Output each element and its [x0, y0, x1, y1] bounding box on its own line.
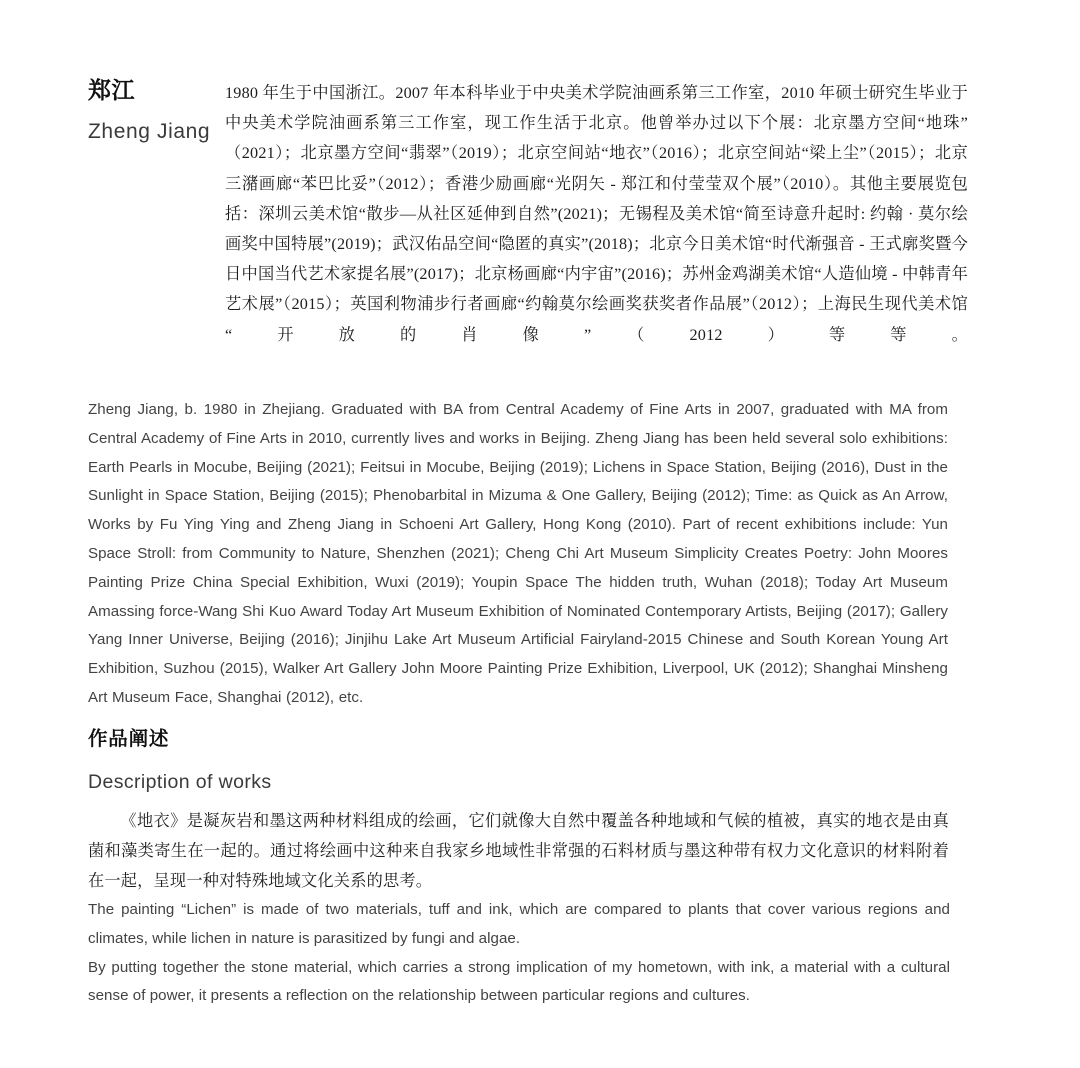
artist-bio-english-block [88, 396, 948, 713]
description-english-paragraph-1: The painting “Lichen” is made of two materials, tuff and ink, which are compared to plants that cover various regions and climates, while lichen in nature is parasitized by fungi and algae. [88, 901, 950, 947]
section-heading-english: Description of works [88, 771, 272, 794]
section-heading-chinese: 作品阐述 [88, 729, 170, 750]
artist-header [0, 78, 1080, 350]
artist-name-pinyin: Zheng Jiang [88, 120, 211, 144]
description-english-paragraph-2: By putting together the stone material, which carries a strong implication of my hometown, with ink, a material with a cultural sense of power, it presents a reflection on the relationship between particular regions and cultures. [88, 958, 950, 1005]
description-chinese-text: 《地衣》是凝灰岩和墨这两种材料组成的绘画，它们就像大自然中覆盖各种地域和气候的植被，真实的地衣是由真菌和藻类寄生在一起的。通过将绘画中这种来自我家乡地域性非常强的石料材质与墨这种带有权力文化意识的材料附着在一起，呈现一种对特殊地域文化关系的思考。 [88, 812, 949, 891]
description-section-heading [88, 728, 948, 795]
description-english-block [88, 896, 950, 1011]
artist-name-column [0, 78, 225, 145]
artist-name-chinese: 郑江 [88, 78, 135, 103]
description-chinese-block [88, 806, 949, 897]
artist-bio-chinese-column [225, 78, 1080, 350]
artist-bio-english: Zheng Jiang, b. 1980 in Zhejiang. Graduated with BA from Central Academy of Fine Arts in 2007, graduated with MA from Central Academy of Fine Arts in 2010, currently lives and works in Beijing. Zheng Jiang has been held several solo exhibitions: Earth Pearls in Mocube, Beijing (2021); Feitsui in Mocube, Beijing (2019); Lichens in Space Station, Beijing (2016), Dust in the Sunlight in Space Station, Beijing (2015); Phenobarbital in Mizuma & One Gallery, Beijing (2012); Time: as Quick as An Arrow, Works by Fu Ying Ying and Zheng Jiang in Schoeni Art Gallery, Hong Kong (2010). Part of recent exhibitions include: Yun Space Stroll: from Community to Nature, Shenzhen (2021); Cheng Chi Art Museum Simplicity Creates Poetry: John Moores Painting Prize China Special Exhibition, Wuxi (2019); Youpin Space The hidden truth, Wuhan (2018); Today Art Museum Amassing force-Wang Shi Kuo Award Today Art Museum Exhibition of Nominated Contemporary Artists, Beijing (2017); Gallery Yang Inner Universe, Beijing (2016); Jinjihu Lake Art Museum Artificial Fairyland-2015 Chinese and South Korean Young Art Exhibition, Suzhou (2015), Walker Art Gallery John Moore Painting Prize Exhibition, Liverpool, UK (2012); Shanghai Minsheng Art Museum Face, Shanghai (2012), etc. [88, 401, 948, 706]
artist-bio-chinese: 1980 年生于中国浙江。2007 年本科毕业于中央美术学院油画系第三工作室，2010 年硕士研究生毕业于中央美术学院油画系第三工作室，现工作生活于北京。他曾举办过以下个展：北京墨方空间“地珠”（2021）；北京墨方空间“翡翠”（2019）；北京空间站“地衣”（2016）；北京空间站“梁上尘”（2015）；北京三潴画廊“苯巴比妥”（2012）；香港少励画廊“光阴矢 - 郑江和付莹莹双个展”（2010）。其他主要展览包括：深圳云美术馆“散步—从社区延伸到自然”(2021)；无锡程及美术馆“简至诗意升起时: 约翰 · 莫尔绘画奖中国特展”(2019)；武汉佑品空间“隐匿的真实”(2018)；北京今日美术馆“时代渐强音 - 王式廓奖暨今日中国当代艺术家提名展”(2017)；北京杨画廊“内宇宙”(2016)；苏州金鸡湖美术馆“人造仙境 - 中韩青年艺术展”（2015）；英国利物浦步行者画廊“约翰莫尔绘画奖获奖者作品展”（2012）；上海民生现代美术馆“开放的肖像”（2012）等等。 [225, 84, 968, 344]
